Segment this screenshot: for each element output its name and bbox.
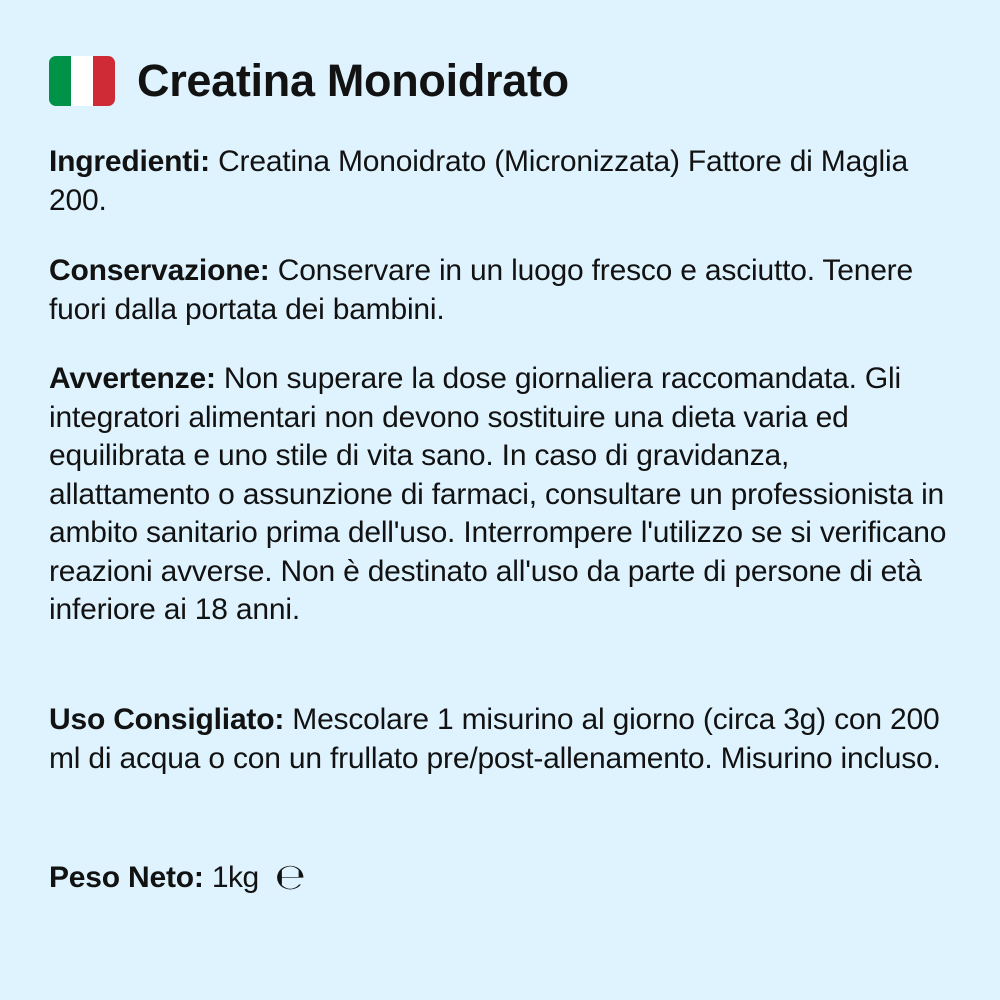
net-weight-section [49,859,949,898]
ingredients-section [49,143,949,220]
flag-stripe-red [93,56,115,106]
warnings-text: Non superare la dose giornaliera raccomandata. Gli integratori alimentari non devono sostituire una dieta varia ed equilibrata e uno stile di vita sano. In caso di gravidanza, allattamento o assunzione di farmaci, consultare un professionista in ambito sanitario prima dell'uso. Interrompere l'utilizzo se si verificano reazioni avverse. Non è destinato all'uso da parte di persone di età inferiore ai 18 anni. [49,362,947,626]
ingredients-label: Ingredienti: [49,145,210,178]
header [49,52,569,110]
usage-text: Mescolare 1 misurino al giorno (circa 3g) con 200 ml di acqua o con un frullato pre/post-allenamento. Misurino incluso. [49,703,941,775]
storage-text: Conservare in un luogo fresco e asciutto. Tenere fuori dalla portata dei bambini. [49,254,913,326]
net-weight-label: Peso Neto: [49,861,204,894]
usage-section [49,701,949,778]
ingredients-text: Creatina Monoidrato (Micronizzata) Fattore di Maglia 200. [49,145,908,217]
estimated-sign-icon: ℮ [274,857,306,898]
storage-label: Conservazione: [49,254,270,287]
net-weight-value: 1kg [211,861,259,894]
warnings-section [49,360,949,630]
storage-section [49,252,949,329]
flag-stripe-green [49,56,71,106]
italian-flag-icon [49,56,115,106]
flag-stripe-white [71,56,93,106]
warnings-label: Avvertenze: [49,362,216,395]
product-title: Creatina Monoidrato [137,55,569,106]
usage-label: Uso Consigliato: [49,703,285,736]
